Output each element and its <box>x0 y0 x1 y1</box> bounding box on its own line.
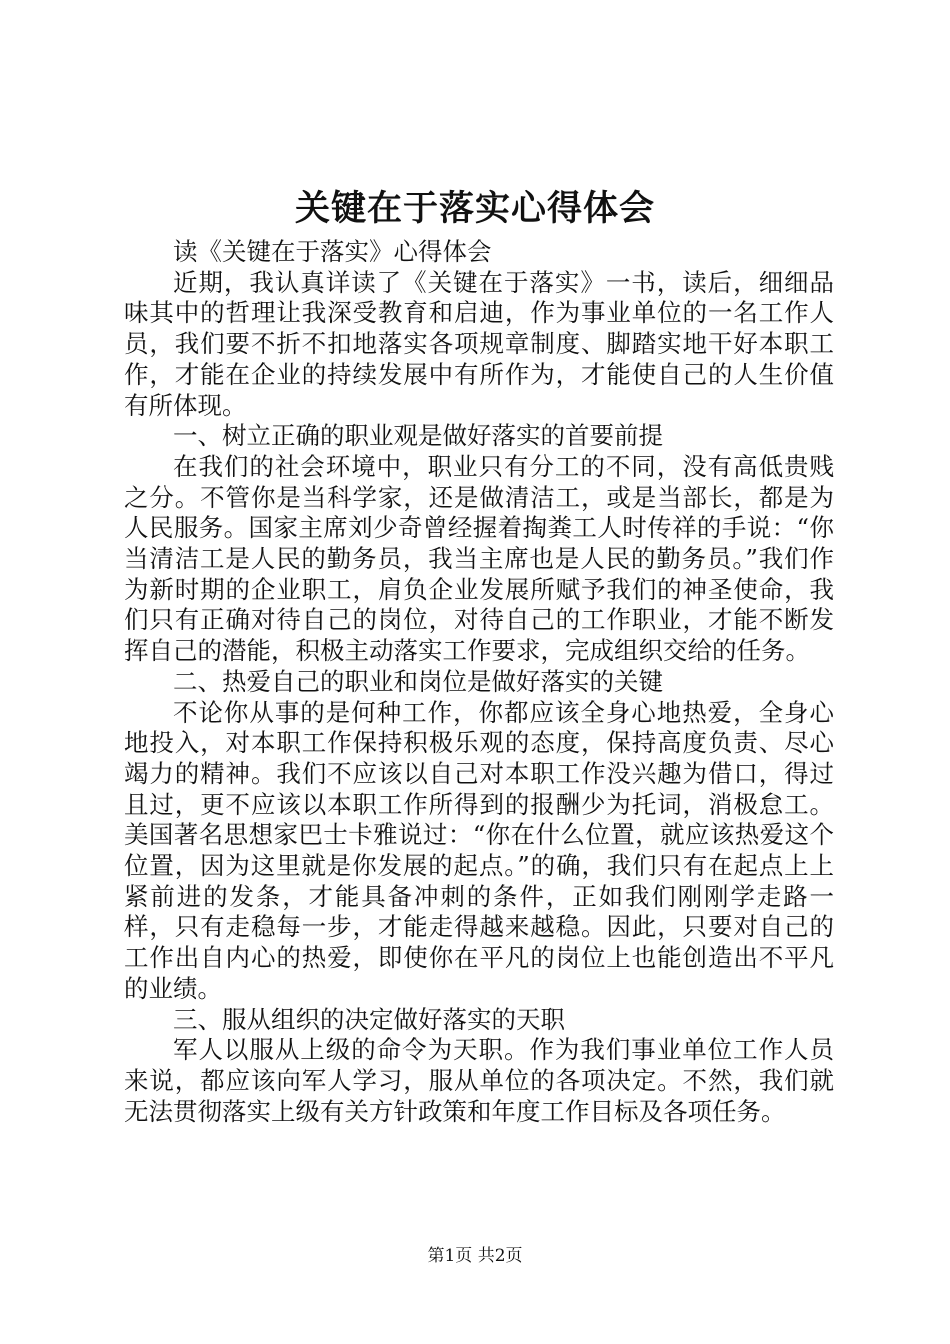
paragraph-section-2: 不论你从事的是何种工作，你都应该全身心地热爱，全身心地投入，对本职工作保持积极乐观的态度，保持高度负责、尽心竭力的精神。我们不应该以自己对本职工作没兴趣为借口，得过且过，更不应该以本职工作所得到的报酬少为托词，消极怠工。美国著名思想家巴士卡雅说过：“你在什么位置，就应该热爱这个位置，因为这里就是你发展的起点。”的确，我们只有在起点上上紧前进的发条，才能具备冲刺的条件，正如我们刚刚学走路一样，只有走稳每一步，才能走得越来越稳。因此，只要对自己的工作出自内心的热爱，即使你在平凡的岗位上也能创造出不平凡的业绩。 <box>124 697 834 1003</box>
page-footer: 第1页 共2页 <box>427 1246 523 1266</box>
document-title: 关键在于落实心得体会 <box>294 188 655 229</box>
section-heading-2: 二、热爱自己的职业和岗位是做好落实的关键 <box>173 666 663 696</box>
paragraph-intro: 近期，我认真详读了《关键在于落实》一书，读后，细细品味其中的哲理让我深受教育和启迪，作为事业单位的一名工作人员，我们要不折不扣地落实各项规章制度、脚踏实地干好本职工作，才能在企业的持续发展中有所作为，才能使自己的人生价值有所体现。 <box>124 267 834 420</box>
section-heading-3: 三、服从组织的决定做好落实的天职 <box>173 1004 565 1034</box>
paragraph-subtitle: 读《关键在于落实》心得体会 <box>173 237 492 266</box>
paragraph-section-3: 军人以服从上级的命令为天职。作为我们事业单位工作人员来说，都应该向军人学习，服从单位的各项决定。不然，我们就无法贯彻落实上级有关方针政策和年度工作目标及各项任务。 <box>124 1035 834 1126</box>
document-body <box>124 237 834 1127</box>
paragraph-section-1: 在我们的社会环境中，职业只有分工的不同，没有高低贵贱之分。不管你是当科学家，还是做清洁工，或是当部长，都是为人民服务。国家主席刘少奇曾经握着掏粪工人时传祥的手说：“你当清洁工是人民的勤务员，我当主席也是人民的勤务员。”我们作为新时期的企业职工，肩负企业发展所赋予我们的神圣使命，我们只有正确对待自己的岗位，对待自己的工作职业，才能不断发挥自己的潜能，积极主动落实工作要求，完成组织交给的任务。 <box>124 451 834 666</box>
section-heading-1: 一、树立正确的职业观是做好落实的首要前提 <box>173 421 663 451</box>
